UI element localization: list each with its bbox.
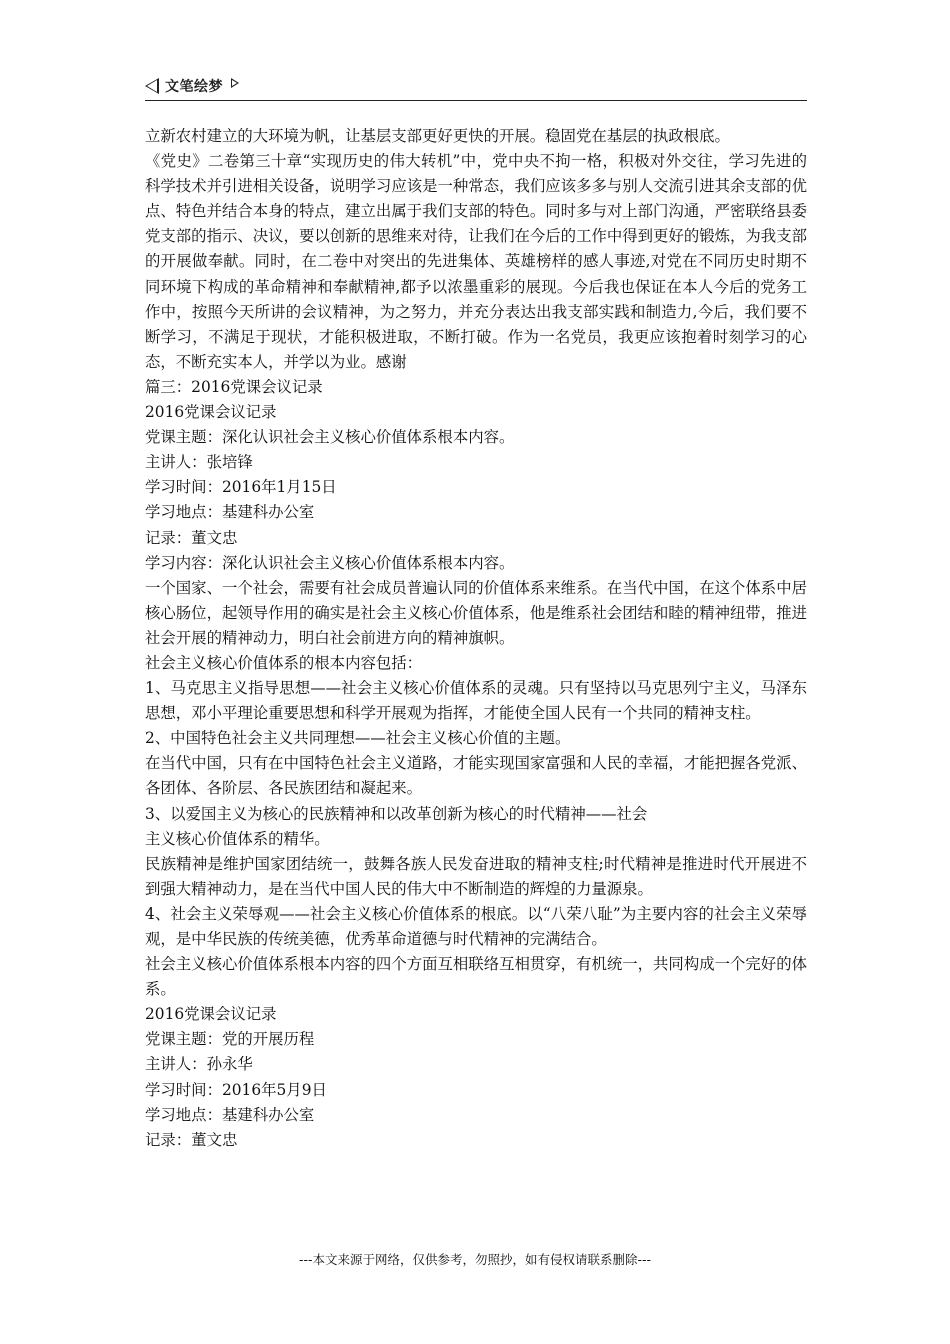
record-topic: 党课主题：深化认识社会主义核心价值体系根本内容。 [145,428,515,447]
paragraph: 一个国家、一个社会，需要有社会成员普遍认同的价值体系来维系。在当代中国，在这个体系中居核心肠位，起领导作用的确实是社会主义核心价值体系，他是维系社会团结和睦的精神纽带，推进社会开展的精神动力，明白社会前进方向的精神旗帜。 [145,578,807,647]
document-body [145,124,807,1153]
record-content: 学习内容：深化认识社会主义核心价值体系根本内容。 [145,553,515,572]
record-recorder: 记录：董文忠 [145,528,238,547]
record-title: 2016党课会议记录 [145,403,277,422]
paragraph: 在当代中国，只有在中国特色社会主义道路，才能实现国家富强和人民的幸福，才能把握各党派、各团体、各阶层、各民族团结和凝起来。 [145,754,807,798]
paragraph: 社会主义核心价值体系的根本内容包括： [145,653,423,672]
record-location: 学习地点：基建科办公室 [145,1105,315,1124]
section-heading: 篇三：2016党课会议记录 [145,377,323,396]
triangle-left-icon [145,78,159,94]
record-speaker: 主讲人：孙永华 [145,1055,253,1074]
record-title: 2016党课会议记录 [145,1005,277,1024]
record-recorder: 记录：董文忠 [145,1130,238,1149]
triangle-right-icon [231,78,239,88]
paragraph: 社会主义核心价值体系根本内容的四个方面互相联络互相贯穿，有机统一，共同构成一个完好的体系。 [145,955,807,999]
record-topic: 党课主题：党的开展历程 [145,1030,315,1049]
list-item: 2、中国特色社会主义共同理想——社会主义核心价值的主题。 [145,729,571,748]
record-location: 学习地点：基建科办公室 [145,503,315,522]
paragraph: 主义核心价值体系的精华。 [145,829,330,848]
list-item: 4、社会主义荣辱观——社会主义核心价值体系的根底。以“八荣八耻”为主要内容的社会主义荣辱观，是中华民族的传统美德，优秀革命道德与时代精神的完满结合。 [145,904,807,948]
list-item: 3、以爱国主义为核心的民族精神和以改革创新为核心的时代精神——社会 [145,804,648,823]
record-date: 学习时间：2016年1月15日 [145,478,337,497]
list-item: 1、马克思主义指导思想——社会主义核心价值体系的灵魂。只有坚持以马克思列宁主义，马泽东思想，邓小平理论重要思想和科学开展观为指挥，才能使全国人民有一个共同的精神支柱。 [145,679,807,723]
record-date: 学习时间：2016年5月9日 [145,1080,327,1099]
paragraph: 民族精神是维护国家团结统一，鼓舞各族人民发奋进取的精神支柱;时代精神是推进时代开展进不到强大精神动力，是在当代中国人民的伟大中不断制造的辉煌的力量源泉。 [145,854,807,898]
footer-disclaimer: ---本文来源于网络，仅供参考，勿照抄，如有侵权请联系删除--- [298,1252,652,1267]
paragraph: 《党史》二卷第三十章“实现历史的伟大转机”中，党中央不拘一格，积极对外交往，学习先进的科学技术并引进相关设备，说明学习应该是一种常态，我们应该多多与别人交流引进其余支部的优点、特色并结合本身的特点，建立出属于我们支部的特色。同时多与对上部门沟通，严密联络县委党支部的指示、决议，要以创新的思维来对待，让我们在今后的工作中得到更好的锻炼，为我支部的开展做奉献。同时，在二卷中对突出的先进集体、英雄榜样的感人事迹,对党在不同历史时期不同环境下构成的革命精神和奉献精神,都予以浓墨重彩的展现。今后我也保证在本人今后的党务工作中，按照今天所讲的会议精神，为之努力，并充分表达出我支部实践和制造力,今后，我们要不断学习，不满足于现状，才能积极进取，不断打破。作为一名党员，我更应该抱着时刻学习的心态，不断充实本人，并学以为业。感谢 [145,152,807,371]
paragraph: 立新农村建立的大环境为帆，让基层支部更好更快的开展。稳固党在基层的执政根底。 [145,127,730,145]
page-header [145,70,807,101]
brand-title: 文笔绘梦 [165,79,223,95]
record-speaker: 主讲人：张培锋 [145,453,253,472]
